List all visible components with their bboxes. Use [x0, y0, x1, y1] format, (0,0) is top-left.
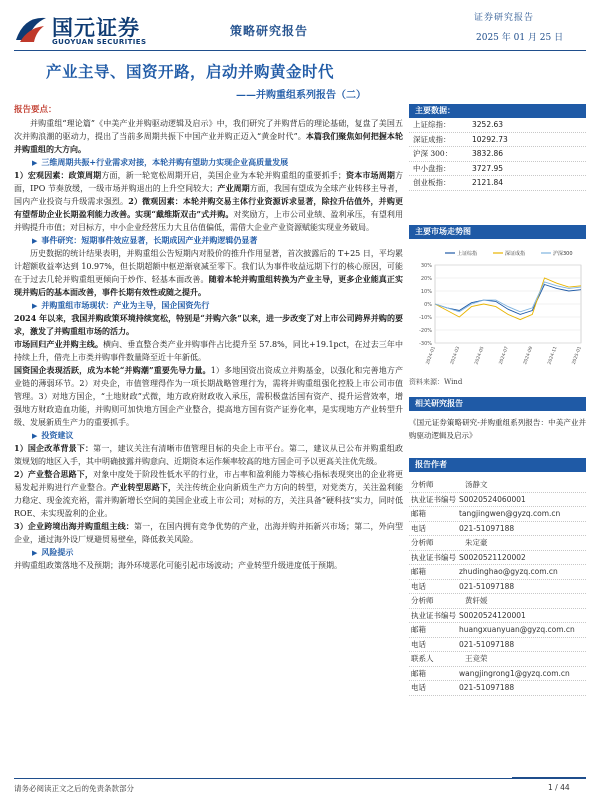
index-value: 2121.84 [472, 178, 504, 187]
x-tick-label: 2024-07 [498, 345, 510, 366]
report-subtitle: ——并购重组系列报告（二） [236, 90, 366, 101]
logo-text-cn: 国元证券 [52, 16, 140, 40]
analyst-cert-row [409, 551, 586, 566]
index-row [409, 118, 586, 133]
market-paragraph-2 [14, 338, 403, 364]
analyst-name-row-value: 黄轩媛 [465, 596, 488, 605]
analyst-email-row-value: tangjingwen@gyzq.com.cn [459, 509, 561, 518]
bullet-heading-event [14, 234, 403, 247]
index-row [409, 162, 586, 177]
analyst-name-row [409, 594, 586, 609]
analyst-cert-row-label: 执业证书编号 [411, 610, 456, 620]
logo-text-en: GUOYUAN SECURITIES [52, 38, 147, 46]
contact-email-row-label: 邮箱 [411, 668, 426, 678]
bullet-heading-risk [14, 546, 403, 559]
analyst-email-row [409, 623, 586, 638]
analyst-cert-row-value: S0020524120001 [459, 610, 526, 620]
header-divider [14, 50, 586, 51]
market-text: 横向、垂直整合类产业并购事件占比提升至 57.8%，同比+19.1pct，在过去三年中持续上升，借壳上市类并购事件数量降至近十年新低。 [14, 340, 403, 362]
contact-email-row [409, 667, 586, 682]
event-bold-text: 随着本轮并购重组转换为产业主导，更多企业能真正实现并购后的基本面改善，事件长期有效性或随之提升。 [14, 274, 404, 297]
soe-bold-lead: 国资国企表现活跃，成为本轮“并购潮”重要先导力量。 [14, 365, 211, 375]
analyst-name-row-label: 分析师 [411, 596, 434, 605]
analyst-name-row-value: 汤静文 [465, 480, 488, 489]
legend-label: 深证成指 [505, 251, 526, 257]
advice-3-text: 第一，在国内拥有竞争优势的产业，出海并购并拓新兴市场；第二，外向型企业，通过海外设厂规避贸易壁垒，降低救关风险。 [14, 522, 403, 544]
market-bold-lead: 市场回归产业并购主线。 [14, 339, 103, 349]
analyst-name-row-value: 朱定豪 [465, 538, 488, 547]
y-tick-label: -20% [419, 328, 432, 334]
y-tick-label: 20% [420, 276, 432, 282]
analyst-email-row [409, 507, 586, 522]
contact-tel-row [409, 681, 586, 696]
report-date: 2025 年 01 月 25 日 [476, 33, 564, 43]
market-paragraph-3 [14, 364, 403, 429]
footer-page-tab [512, 777, 586, 779]
event-paragraph [14, 247, 403, 299]
index-row [409, 147, 586, 162]
series-line [435, 285, 581, 315]
bullet-text: 并购重组市场现状：产业为主导，国企国资先行 [41, 300, 210, 310]
y-tick-label: 30% [420, 263, 432, 269]
index-name: 中小盘指： [413, 163, 451, 173]
bullet-text: 风险提示 [41, 547, 74, 557]
summary-text: 并购重组“理论篇”《中美产业并购驱动逻辑及启示》中，我们研究了并购背后的理论基础，复盘了美国五次并购浪潮的驱动力，提出了当前多周期共振下中国产业并购正迈入“黄金时代”。 [14, 119, 403, 141]
y-tick-label: -30% [419, 341, 432, 347]
industry-cycle-text: 方面，我国有望成为全球产业转移主导者，国内产业投资与升级需求强烈。 [14, 184, 404, 206]
advice-1-text: 第一，建议关注有清晰市值管理目标的央企上市平台。第二，建议从已公布并购重组政策规划的地区入手，其中明确披露并购意向、近期资本运作频率较高的地方国企可予以更高关注优先级。 [14, 444, 403, 466]
analyst-email-row-label: 邮箱 [411, 567, 426, 576]
legend-label: 沪深300 [553, 251, 573, 257]
footer-disclaimer: 请务必阅读正文之后的免责条款部分 [14, 784, 134, 793]
report-body [14, 104, 403, 572]
bullet-heading-cycles [14, 156, 403, 169]
index-value: 3832.86 [472, 149, 504, 158]
x-tick-label: 2024-09 [523, 345, 535, 366]
author-heading: 报告作者 [409, 458, 586, 472]
advice-paragraph-3 [14, 520, 403, 546]
bullet-triangle-icon: ▶ [32, 301, 38, 310]
analyst-email-row-label: 邮箱 [411, 625, 426, 634]
index-value: 3727.95 [472, 163, 504, 173]
risk-paragraph: 并购重组政策落地不及预期；海外环境恶化可能引起市场波动；产业转型升级进度低于预期。 [14, 561, 342, 570]
x-tick-label: 2024-01 [425, 345, 437, 366]
analyst-email-row-value: zhudinghao@gyzq.com.cn [459, 567, 558, 576]
analyst-email-row-value: huangxuanyuan@gyzq.com.cn [459, 625, 575, 634]
bullet-text: 三维周期共振+行业需求对接，本轮并购有望助力实现企业高质量发展 [41, 157, 289, 167]
bullet-text: 事件研究：短期事件效应显著，长期成因产业并购逻辑仍显著 [41, 235, 258, 245]
summary-heading: 报告要点： [14, 105, 57, 115]
market-data-heading: 主要数据： [409, 104, 586, 118]
summary-bold-text: 本篇我们聚焦如何把握本轮并购重组的大方向。 [14, 131, 403, 154]
analyst-tel-row-label: 电话 [411, 581, 426, 591]
market-data-panel [409, 104, 586, 191]
advice-2-lead: 2）产业整合思路下， [14, 469, 94, 479]
y-tick-label: 10% [420, 289, 432, 295]
analyst-tel-row-label: 电话 [411, 639, 426, 649]
analyst-tel-row-value: 021-51097188 [459, 639, 515, 649]
advice-1-lead: 1）国企改革背景下： [14, 443, 94, 453]
contact-name-row-value: 王竞荣 [465, 654, 488, 663]
analyst-name-row-label: 分析师 [411, 538, 434, 547]
chart-source: 资料来源：Wind [409, 378, 463, 386]
report-title: 产业主导、国资开路，启动并购黄金时代 [46, 63, 335, 81]
analyst-tel-row-value: 021-51097188 [459, 523, 515, 533]
micro-text: 对奖励方，上市公司业绩、盈利承压，有望利用并购提升市值；对目标方，中小企业经营压力大且估值偏低，需借大企业产业资源赋能实现业务破局。 [14, 210, 404, 232]
analyst-tel-row-value: 021-51097188 [459, 581, 515, 591]
trend-heading-bar [409, 225, 586, 239]
bullet-triangle-icon: ▶ [32, 431, 38, 440]
contact-name-row-label: 联系人 [411, 654, 434, 663]
advice-2-text-b: 关注传统企业向新质生产力方向的转型，对党类方，关注盈利能力稳定、现金流充裕，需并购新增长空间的美国企业或上市公司；对标的方，关注具备“硬科技”实力，同时低ROE、未实现盈利的企业。 [14, 483, 404, 518]
advice-paragraph-2 [14, 468, 403, 520]
series-line [435, 282, 581, 312]
macro-label: 1）宏观因素： [14, 170, 69, 180]
analyst-tel-row-label: 电话 [411, 523, 426, 533]
advice-paragraph-1 [14, 442, 403, 468]
policy-cycle-text: 方面，新一轮宽松周期开启，美国企业为本轮并购重组的重要抓手； [101, 171, 346, 180]
report-type: 策略研究报告 [230, 24, 309, 38]
bullet-text: 投资建议 [41, 430, 74, 440]
series-line [435, 278, 581, 320]
contact-email-row-value: wangjingrong1@gyzq.com.cn [459, 668, 570, 678]
market-trend-chart [409, 243, 586, 373]
related-heading-bar [409, 397, 586, 411]
industry-cycle-label: 产业周期 [217, 183, 250, 193]
analyst-cert-row-label: 执业证书编号 [411, 494, 456, 504]
policy-cycle-label: 政策周期 [68, 170, 102, 180]
analyst-tel-row [409, 522, 586, 537]
analyst-name-row-label: 分析师 [411, 480, 434, 489]
x-tick-label: 2024-05 [474, 345, 486, 366]
author-heading-bar [409, 458, 586, 472]
x-tick-label: 2024-11 [547, 345, 559, 366]
contact-tel-row-label: 电话 [411, 683, 426, 692]
micro-label: 2）微观因素： [128, 196, 183, 206]
report-kind: 证券研究报告 [474, 13, 535, 23]
logo-mark-icon [14, 14, 48, 44]
market-bold-paragraph: 2024 年以来，我国并购政策环境持续宽松，特别是“并购六条”以来，进一步改变了对上市公司跨界并购的要求，激发了并购重组市场的活力。 [14, 313, 403, 336]
analyst-email-row [409, 565, 586, 580]
cycles-paragraph [14, 169, 403, 234]
index-name: 上证综指： [413, 120, 451, 129]
x-tick-label: 2025-01 [571, 345, 583, 366]
legend-label: 上证综指 [457, 251, 478, 257]
analyst-cert-row-label: 执业证书编号 [411, 552, 456, 562]
trend-heading: 主要市场走势图 [409, 225, 586, 239]
advice-2-text: 对象中度处于阶段性低水平的行业，市占率和盈利能力等核心指标表现突出的企业将更易发起并购进行产业整合。 [14, 470, 403, 492]
capital-cycle-label: 资本市场周期 [345, 170, 395, 180]
soe-text: 1）多地国资出资成立并购基金，以强化和完善地方产业链的薄弱环节。2）对央企，市值管理得作为一项长期战略管理行为，需将并购重组强化控股上市公司市值管理。3）对地方国企，“土地财政”式微，地方政府财政收入承压，需积极盘活国有资产、提升运营效率，增强地方财政造血功能，并购则可加快地方国企产业整合，提高地方国有资产证券化率，是实现地方产业转型升级、发展新质生产力的重要抓手。 [14, 366, 404, 427]
trend-chart-svg [409, 243, 586, 373]
analyst-name-row [409, 478, 586, 493]
contact-name-row [409, 652, 586, 667]
index-value: 10292.73 [472, 134, 508, 144]
index-row [409, 133, 586, 148]
company-logo [14, 10, 147, 50]
page-number: 1 / 44 [548, 783, 570, 792]
bullet-triangle-icon: ▶ [32, 158, 38, 167]
footer-divider [14, 778, 586, 779]
y-tick-label: -10% [419, 315, 432, 321]
analyst-tel-row [409, 638, 586, 653]
bullet-triangle-icon: ▶ [32, 548, 38, 557]
analyst-name-row [409, 536, 586, 551]
micro-bold-text: 本轮并购交易主体行业资源诉求显著，除拉升估值外，并购更有望帮助企业长期盈利能力改善。实现“戴维斯双击”式并购。 [14, 196, 403, 219]
bullet-heading-advice [14, 429, 403, 442]
bullet-triangle-icon: ▶ [32, 236, 38, 245]
summary-paragraph [14, 117, 403, 156]
advice-2-lead-b: 产业转型思路下， [111, 482, 177, 492]
event-text: 历史数据的统计结果表明，并购重组公告短期内对股价的推升作用显著，首次披露后的 T+25 日，平均累计超额收益率达到 10.97%，但长期超额中枢逆渐衰减至零下。我们认为事件收益远期下行的核心原因，可能在于过去几轮并购重组更倾向于炒作、轻基本面改善。 [14, 249, 403, 284]
related-report-text: 《国元证券策略研究-并购重组系列报告：中美产业并购驱动逻辑及启示》 [409, 418, 586, 440]
index-list [409, 118, 586, 191]
analyst-list [409, 478, 586, 696]
contact-tel-row-value: 021-51097188 [459, 683, 515, 692]
index-name: 创业板指： [413, 178, 451, 187]
y-tick-label: 0% [424, 302, 432, 308]
capital-cycle-text: 方面，IPO 节奏放缓，一级市场并购退出的上升空间较大； [14, 171, 403, 193]
analyst-email-row-label: 邮箱 [411, 509, 426, 518]
analyst-cert-row [409, 493, 586, 508]
index-name: 深证成指： [413, 134, 451, 144]
analyst-cert-row-value: S0020521120002 [459, 552, 526, 562]
analyst-cert-row-value: S0020524060001 [459, 494, 526, 504]
analyst-cert-row [409, 609, 586, 624]
related-heading: 相关研究报告 [409, 397, 586, 411]
advice-3-lead: 3）企业跨境出海并购重组主线： [14, 521, 134, 531]
index-value: 3252.63 [472, 120, 504, 129]
bullet-heading-market [14, 299, 403, 312]
x-tick-label: 2024-03 [450, 345, 462, 366]
index-name: 沪深 300： [413, 149, 453, 158]
analyst-tel-row [409, 580, 586, 595]
index-row [409, 176, 586, 191]
